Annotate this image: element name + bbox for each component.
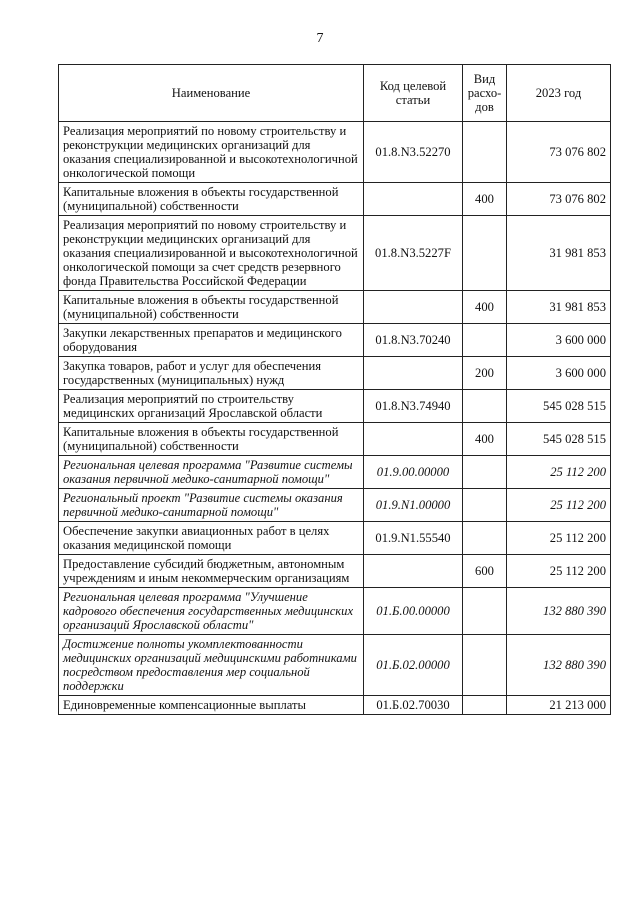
table-row	[59, 555, 611, 588]
table-row	[59, 423, 611, 456]
row-name: Капитальные вложения в объекты государственной (муниципальной) собственности	[59, 183, 364, 216]
table-row	[59, 456, 611, 489]
row-type: 600	[463, 555, 507, 588]
row-name: Региональная целевая программа "Улучшение кадрового обеспечения государственных медицинских организаций Ярославской области"	[59, 588, 364, 635]
table-row	[59, 588, 611, 635]
row-code: 01.Б.02.00000	[364, 635, 463, 696]
row-name: Региональный проект "Развитие системы оказания первичной медико-санитарной помощи"	[59, 489, 364, 522]
row-type	[463, 522, 507, 555]
header-row	[59, 65, 611, 122]
row-type: 200	[463, 357, 507, 390]
row-code: 01.8.N3.74940	[364, 390, 463, 423]
table-row	[59, 522, 611, 555]
header-name: Наименование	[59, 65, 364, 122]
row-code: 01.9.N1.00000	[364, 489, 463, 522]
table-row	[59, 696, 611, 715]
row-amount: 31 981 853	[507, 291, 611, 324]
row-code: 01.Б.02.70030	[364, 696, 463, 715]
row-code: 01.9.N1.55540	[364, 522, 463, 555]
row-amount: 25 112 200	[507, 555, 611, 588]
header-code: Код целевой статьи	[364, 65, 463, 122]
header-type: Вид расхо-дов	[463, 65, 507, 122]
row-name: Реализация мероприятий по новому строительству и реконструкции медицинских организаций для оказания специализированной и высокотехнологичной онкологической помощи	[59, 122, 364, 183]
table-row	[59, 216, 611, 291]
budget-table	[58, 64, 611, 715]
row-name: Капитальные вложения в объекты государственной (муниципальной) собственности	[59, 423, 364, 456]
row-code: 01.9.00.00000	[364, 456, 463, 489]
table-row	[59, 291, 611, 324]
row-name: Обеспечение закупки авиационных работ в целях оказания медицинской помощи	[59, 522, 364, 555]
row-code	[364, 183, 463, 216]
row-code: 01.8.N3.52270	[364, 122, 463, 183]
row-name: Региональная целевая программа "Развитие системы оказания первичной медико-санитарной помощи"	[59, 456, 364, 489]
row-amount: 3 600 000	[507, 324, 611, 357]
table-header	[59, 65, 611, 122]
row-name: Достижение полноты укомплектованности медицинских организаций медицинскими работниками посредством предоставления мер социальной поддержки	[59, 635, 364, 696]
row-code: 01.Б.00.00000	[364, 588, 463, 635]
row-amount: 31 981 853	[507, 216, 611, 291]
row-amount: 545 028 515	[507, 423, 611, 456]
row-amount: 21 213 000	[507, 696, 611, 715]
row-amount: 132 880 390	[507, 635, 611, 696]
table-body	[59, 122, 611, 715]
row-amount: 25 112 200	[507, 456, 611, 489]
row-type	[463, 216, 507, 291]
row-name: Предоставление субсидий бюджетным, автономным учреждениям и иным некоммерческим организациям	[59, 555, 364, 588]
table-row	[59, 635, 611, 696]
row-name: Единовременные компенсационные выплаты	[59, 696, 364, 715]
row-type	[463, 696, 507, 715]
row-type	[463, 635, 507, 696]
table-row	[59, 489, 611, 522]
table-row	[59, 183, 611, 216]
row-name: Капитальные вложения в объекты государственной (муниципальной) собственности	[59, 291, 364, 324]
row-type	[463, 489, 507, 522]
row-name: Реализация мероприятий по строительству медицинских организаций Ярославской области	[59, 390, 364, 423]
row-type: 400	[463, 291, 507, 324]
row-type	[463, 390, 507, 423]
table-row	[59, 390, 611, 423]
row-code: 01.8.N3.5227F	[364, 216, 463, 291]
row-type	[463, 324, 507, 357]
table-row	[59, 357, 611, 390]
row-name: Реализация мероприятий по новому строительству и реконструкции медицинских организаций для оказания специализированной и высокотехнологичной онкологической помощи за счет средств резервного фонда Правительства Российской Федерации	[59, 216, 364, 291]
row-amount: 73 076 802	[507, 183, 611, 216]
row-code: 01.8.N3.70240	[364, 324, 463, 357]
row-type: 400	[463, 423, 507, 456]
row-code	[364, 423, 463, 456]
row-code	[364, 291, 463, 324]
row-amount: 25 112 200	[507, 522, 611, 555]
row-type	[463, 122, 507, 183]
row-name: Закупка товаров, работ и услуг для обеспечения государственных (муниципальных) нужд	[59, 357, 364, 390]
table-row	[59, 324, 611, 357]
row-amount: 545 028 515	[507, 390, 611, 423]
header-year: 2023 год	[507, 65, 611, 122]
row-amount: 25 112 200	[507, 489, 611, 522]
page-number: 7	[316, 31, 324, 46]
row-amount: 3 600 000	[507, 357, 611, 390]
row-amount: 132 880 390	[507, 588, 611, 635]
row-code	[364, 357, 463, 390]
row-name: Закупки лекарственных препаратов и медицинского оборудования	[59, 324, 364, 357]
row-type	[463, 456, 507, 489]
row-code	[364, 555, 463, 588]
row-type	[463, 588, 507, 635]
table-row	[59, 122, 611, 183]
row-type: 400	[463, 183, 507, 216]
row-amount: 73 076 802	[507, 122, 611, 183]
